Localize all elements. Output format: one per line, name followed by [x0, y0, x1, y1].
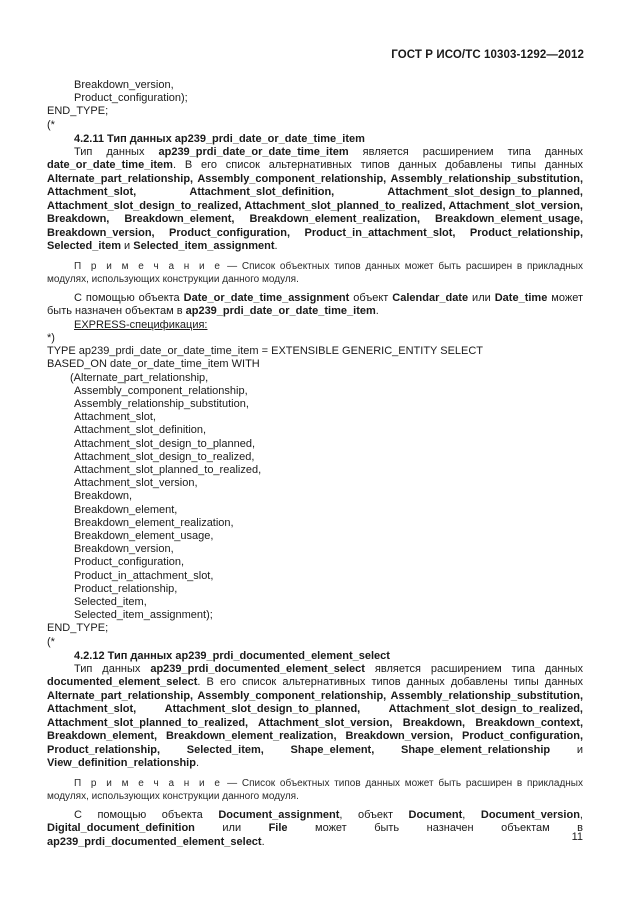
select-list-item: Assembly_relationship_substitution, — [74, 398, 249, 411]
select-list-item: Selected_item_assignment); — [74, 609, 213, 622]
note-paragraph: П р и м е ч а н и е — Список объектных типов данных может быть расширен в прикладных модулях, использующих конструкции данного модуля. — [47, 260, 583, 285]
select-list-item: Attachment_slot_design_to_realized, — [74, 450, 255, 463]
section-heading-4-2-11: 4.2.11 Тип данных ap239_prdi_date_or_date_time_item — [74, 132, 365, 145]
code-end-type: END_TYPE; — [47, 105, 109, 118]
select-list-item: Breakdown_element_usage, — [74, 530, 214, 543]
select-list-item: (Alternate_part_relationship, — [70, 371, 209, 384]
page-content — [47, 79, 583, 849]
select-list-item: Selected_item, — [74, 596, 147, 609]
page-number: 11 — [571, 831, 583, 843]
note-paragraph: П р и м е ч а н и е — Список объектных типов данных может быть расширен в прикладных модулях, использующих конструкции данного модуля. — [47, 777, 583, 802]
section-4-2-11-paragraph: Тип данных ap239_prdi_date_or_date_time_item является расширением типа данных date_or_date_time_item. В его список альтернативных типов данных добавлены типы данных Alternate_part_relationship, Assembly_component_relationship, Assembly_relationship_substitution, Attachment_slot, Attachment_slot_definition, Attachment_slot_design_to_planned, Attachment_slot_design_to_realized, Attachment_slot_planned_to_realized, Attachment_slot_version, Breakdown, Breakdown_element, Breakdown_element_realization, Breakdown_element_usage, Breakdown_version, Product_configuration, Product_in_attachment_slot, Product_relationship, Selected_item и Selected_item_assignment. — [47, 145, 583, 253]
code-line: Product_configuration); — [74, 92, 188, 105]
code-end-type: END_TYPE; — [47, 622, 109, 635]
select-list-item: Breakdown, — [74, 490, 133, 503]
section-4-2-12-paragraph: Тип данных ap239_prdi_documented_element_select является расширением типа данных documented_element_select. В его список альтернативных типов данных добавлены типы данных Alternate_part_relationship, Assembly_component_relationship, Assembly_relationship_substitution, Attachment_slot, Attachment_slot_design_to_planned, Attachment_slot_design_to_realized, Attachment_slot_planned_to_realized, Attachment_slot_version, Breakdown, Breakdown_context, Breakdown_element, Breakdown_element_realization, Breakdown_version, Product_configuration, Product_relationship, Selected_item, Shape_element, Shape_element_relationship и View_definition_relationship. — [47, 662, 584, 770]
standard-header: ГОСТ Р ИСО/ТС 10303-1292—2012 — [391, 49, 584, 61]
select-list-item: Product_relationship, — [74, 582, 178, 595]
select-list-item: Breakdown_element_realization, — [74, 516, 234, 529]
assignment-paragraph: С помощью объекта Document_assignment, объект Document, Document_version, Digital_document_definition или File может быть назначен объектам в ap239_prdi_documented_element_select. — [47, 808, 583, 848]
select-list-item: Attachment_slot, — [74, 411, 156, 424]
comment-close: *) — [47, 332, 55, 345]
comment-open: (* — [47, 635, 55, 648]
assignment-paragraph: С помощью объекта Date_or_date_time_assignment объект Calendar_date или Date_time может быть назначен объектам в ap239_prdi_date_or_date_time_item. — [47, 291, 583, 318]
select-list-item: Breakdown_element, — [74, 503, 178, 516]
select-list-item: Product_configuration, — [74, 556, 185, 569]
select-list — [47, 372, 583, 623]
select-list-item: Attachment_slot_planned_to_realized, — [74, 464, 262, 477]
select-list-item: Attachment_slot_definition, — [74, 424, 207, 437]
section-heading-4-2-12: 4.2.12 Тип данных ap239_prdi_documented_element_select — [74, 649, 390, 662]
type-declaration: TYPE ap239_prdi_date_or_date_time_item = EXTENSIBLE GENERIC_ENTITY SELECT — [47, 345, 484, 358]
select-list-item: Assembly_component_relationship, — [74, 384, 248, 397]
based-on-line: BASED_ON date_or_date_time_item WITH — [47, 358, 260, 371]
select-list-item: Attachment_slot_version, — [74, 477, 198, 490]
select-list-item: Breakdown_version, — [74, 543, 174, 556]
express-spec-label: EXPRESS-спецификация: — [74, 318, 208, 331]
code-line: Breakdown_version, — [74, 79, 174, 91]
select-list-item: Attachment_slot_design_to_planned, — [74, 437, 256, 450]
select-list-item: Product_in_attachment_slot, — [74, 569, 214, 582]
comment-open: (* — [47, 118, 55, 131]
